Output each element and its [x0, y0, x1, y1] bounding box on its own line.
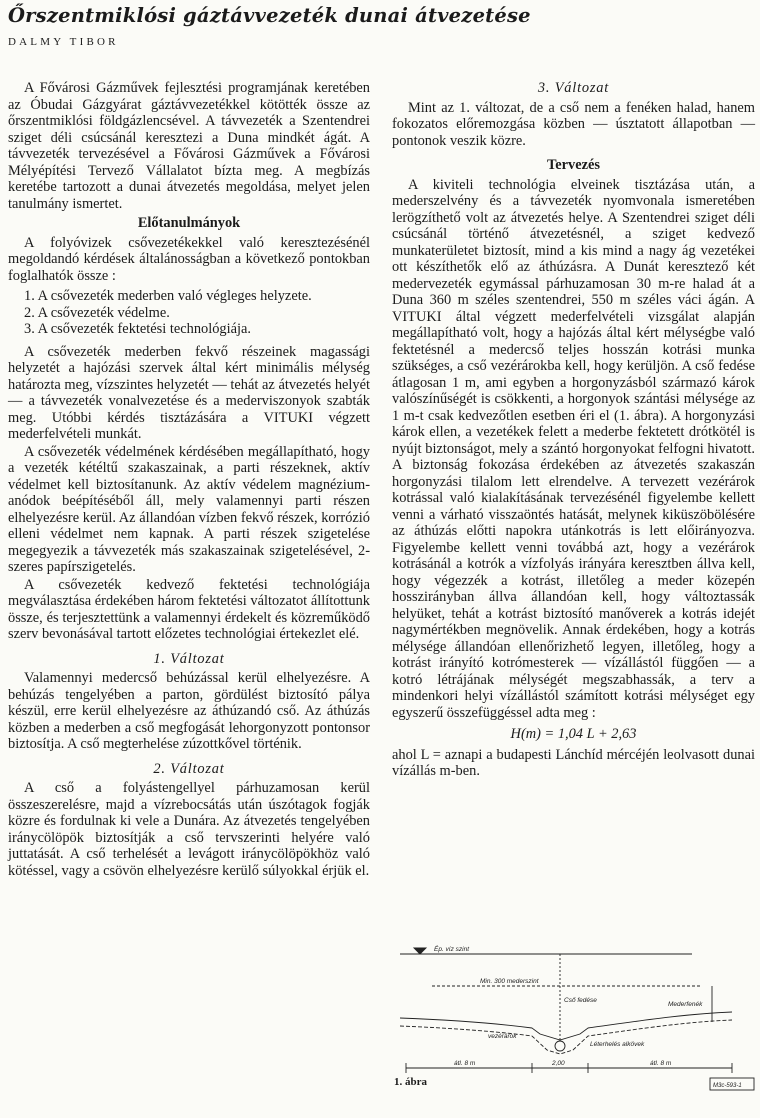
min-depth-label: Min. 300 mederszint [480, 978, 539, 985]
prelim-paragraph-3: A csővezeték védelmének kérdésében megállapítható, hogy a vezeték kétéltű szakaszainak, a parti részeknek, aktív védelmet kell biztosítanunk. Az aktív védelem magnézium-anódok beépítéséből áll, mely valamennyi parti részen elhelyezésre kerül. Az állandóan vízben fekvő részek, korrózió elleni védelmet nem kapnak. A parti részek szigetelése megegyezik a távvezeték más szakaszainak szigetelésével, 2-szeres papírszigetelés. [8, 443, 370, 575]
variant-2-text: A cső a folyástengellyel párhuzamosan kerül összeszerelésre, majd a vízrebocsátás után úszótagok fogják közre és fordulnak ki vele a Dunára. Az átvezetés tengelyében iránycölöpök biztosítják a cső tervszerinti helyére való juttatását. A cső terhelését a levágott iránycölöpökhöz való kötéssel, vagy a csövön elhelyezésre kerülő súlyokkal érjük el. [8, 780, 370, 879]
variant-1-heading: 1. Változat [153, 650, 225, 667]
prelim-paragraph-2: A csővezeték mederben fekvő részeinek magassági helyzetét a hajózási szervek által kért minimális mélység határozta meg, vízszintes helyzetét — tehát az átvezetés helyét — a távvezeték vonalvezetése és a mederviszonyok szabták meg. Utóbbi kérdés tisztázására a VITUKI végzett mederfelvételi munkát. [8, 343, 370, 442]
design-paragraph: A kiviteli technológia elveinek tisztázása után, a mederszelvény és a távvezeték nyomvonala ismeretében lerögzíthető volt az átvezetés helye. A Szentendrei sziget déli csúcsánál történő átvezetésnél, a sziget kedvező munkaterületet biztosít, mind a kis mind a nagy ág vezetékei ott készíthetők elő az áthúzásra. A Dunát keresztező két medervezeték egymással párhuzamosan 30 m-re halad át a Duna 360 m széles szentendrei, 550 m széles váci ágán. A VITUKI által végzett mederfelvételi vizsgálat alapján megállapítható volt, hogy a hajózás által kért mélységbe való fektetésnél a medercső teljes hosszán kotrási munka szükséges, a cső vezérárokba kell, hogy kerüljön. A cső fedése átlagosan 1 m, ami egyben a horgonyzásból származó károk valószínűségét is csökkenti, a horgonyok szántási mélysége az 1 m-t csak kedvezőtlen esetben éri el (1. ábra). A horgonyzási károk ellen, a vezetékek felett a mederbe fektetett drótkötél is nyújt biztonságot, mely a szántó horgonyokat felfogni hivatott. A biztonság fokozása érdekében az átvezetés szakaszán horgonyzási tilalom lett elrendelve. A tervezett vezérárok kotrással való kialakításának tervezésénél figyelembe kellett venni a várható visszaöntés hatását, melynek kiküszöbölésére az áthúzás előtti napokra utánkotrás is lett előirányozva. Figyelembe kellett venni továbbá azt, hogy a vezérárok kotrásánál a kotrók a vízfolyás irányára keresztben állva kell, hogy végezzék a kotrást, illetőleg a meder közepén hosszirányban állva állandóan kell, hogy változtassák helyüket, tehát a kotrást biztosító manőverek a kotrás idejét nagymértékben megnövelik. Annak érdekében, hogy a kotrás mélysége állandóan ellenőrizhető legyen, illetőleg, hogy a kotrást irányító kotrómesterek — vízállástól függően — a kotró létrájának mélységét megszabhassák, a terv a mindenkori helyi vízállástól számított kotrási mélységet egy egyszerű összefüggéssel adta meg : [392, 176, 755, 721]
cross-section-figure [392, 942, 756, 1092]
riverbed-label: Mederfenék [668, 1001, 703, 1008]
ref-code-label: M3c-593-1 [713, 1083, 742, 1089]
issue-list [8, 288, 370, 338]
variant-3-text: Mint az 1. változat, de a cső nem a fenéken halad, hanem fokozatos előremozgása közben — úsztatott állapotban — pontonok veszik közre. [392, 99, 755, 149]
pipe-section [555, 1041, 565, 1051]
prelim-paragraph-1: A folyóvizek csővezetékekkel való keresztezésénél megoldandó kérdések általánosságban a következő pontokban foglalhatók össze : [8, 234, 370, 284]
dim-mid-label: 2,00 [552, 1060, 565, 1067]
variant-1-text: Valamennyi medercső behúzással kerül elhelyezésre. A behúzás tengelyében a parton, gördülést biztosító pálya készül, erre kerül elhelyezésre az áthúzandó cső. Az áthúzás közben a mederben a cső megfogását lehorgonyzott pontonsor biztosítja. A cső megterhelése zúzottkővel történik. [8, 670, 370, 752]
trench-label: vezérárok [488, 1033, 517, 1040]
cover-label: Cső fedése [564, 997, 597, 1004]
depth-formula: H(m) = 1,04 L + 2,63 [510, 726, 637, 742]
article-author: DALMY TIBOR [8, 36, 119, 48]
article-title: Őrszentmiklósi gáztávvezeték dunai átvezetése [8, 4, 531, 27]
left-column [8, 80, 370, 880]
variant-3-heading: 3. Változat [537, 80, 610, 96]
pipe-label: Léterhelés alkövek [590, 1041, 645, 1048]
dim-left-label: átl. 8 m [454, 1060, 476, 1067]
section-heading-prelim: Előtanulmányok [137, 215, 241, 231]
dim-right-label: átl. 8 m [650, 1060, 672, 1067]
list-item: 2. A csővezeték védelme. [24, 304, 170, 321]
variant-2-heading: 2. Változat [153, 760, 225, 777]
riverbed-profile [400, 1012, 732, 1040]
list-item: 1. A csővezeték mederben való végleges helyzete. [24, 288, 312, 304]
figure-caption: 1. ábra [394, 1076, 427, 1088]
trench-profile [400, 1020, 732, 1054]
water-level-label: Ép. víz szint [434, 946, 470, 953]
section-heading-design: Tervezés [546, 157, 600, 173]
prelim-paragraph-4: A csővezeték kedvező fektetési technológiája megválasztása érdekében három fektetési változatot állítottunk össze, és terjesztettünk a valamennyi érdekelt és közreműködő szerv bevonásával tartott előzetes technológiai értekezlet elé. [8, 576, 370, 642]
list-item: 3. A csővezeték fektetési technológiája. [24, 321, 251, 337]
water-level-marker [414, 948, 426, 954]
formula-explanation: ahol L = aznapi a budapesti Lánchíd mércéjén leolvasott dunai vízállás m-ben. [392, 746, 755, 779]
right-column [392, 80, 755, 781]
intro-paragraph: A Fővárosi Gázművek fejlesztési programjának keretében az Óbudai Gázgyárat gáztávvezetékkel kötötték össze az őrszentmiklósi földgázlencsével. A távvezeték a Szentendrei sziget déli csúcsánál keresztezi a Duna mindkét ágát. A távvezeték tervezésével a Fővárosi Gázművek a Fővárosi Mélyépítési Tervező Vállalatot bízta meg. A megbízás keretébe tartozott a dunai átvezetés megoldása, melyet jelen tanulmány ismertet. [8, 80, 370, 212]
